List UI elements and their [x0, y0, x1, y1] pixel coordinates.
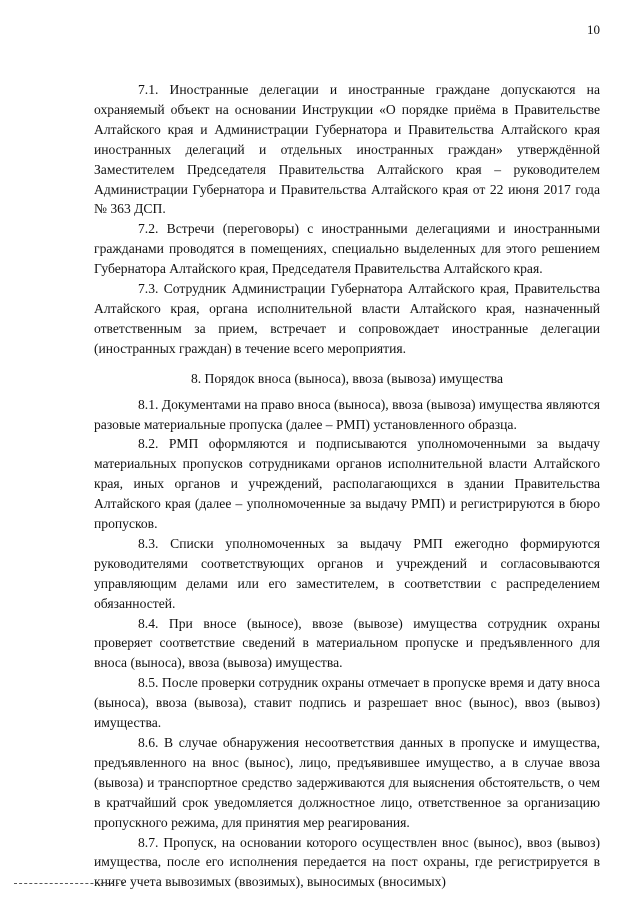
page-number: 10 [587, 22, 600, 37]
footer-divider [14, 883, 124, 884]
paragraph-8-7: 8.7. Пропуск, на основании которого осуществлен внос (вынос), ввоз (вывоз) имущества, после его исполнения передается на пост охраны, где регистрируется в книге учета вывозимых (ввозимых), выносимых (вносимых) [94, 834, 600, 890]
paragraph-8-2: 8.2. РМП оформляются и подписываются уполномоченными за выдачу материальных пропусков сотрудниками органов исполнительной власти Алтайского края, иных органов и учреждений, располагающихся в здании Правительства Алтайского края (далее – уполномоченные за выдачу РМП) и регистрируются в бюро пропусков. [94, 436, 600, 532]
paragraph-7-2: 7.2. Встречи (переговоры) с иностранными делегациями и иностранными гражданами проводятся в помещениях, специально выделенных для этого решением Губернатора Алтайского края, Председателя Правительства Алтайского края. [94, 221, 600, 277]
paragraph-8-1: 8.1. Документами на право вноса (выноса), ввоза (вывоза) имущества являются разовые материальные пропуска (далее – РМП) установленного образца. [94, 396, 600, 432]
paragraph-7-1: 7.1. Иностранные делегации и иностранные граждане допускаются на охраняемый объект на основании Инструкции «О порядке приёма в Правительстве Алтайского края и Администрации Губернатора и Правительства Алтайского края иностранных делегаций и отдельных иностранных граждан» утверждённой Заместителем Председателя Правительства Алтайского края – руководителем Администрации Губернатора и Правительства Алтайского края от 22 июня 2017 года № 363 ДСП. [94, 82, 600, 217]
paragraph-8-3: 8.3. Списки уполномоченных за выдачу РМП ежегодно формируются руководителями соответствующих органов и учреждений и согласовываются управляющим делами или его заместителем, в соответствии с распределением обязанностей. [94, 535, 600, 611]
document-body [94, 80, 600, 892]
paragraph-8-6: 8.6. В случае обнаружения несоответствия данных в пропуске и имущества, предъявленного на внос (вынос), лицо, предъявившее имущество, а в случае ввоза (вывоза) и транспортное средство задерживаются для выяснения обстоятельств, о чем в кратчайший срок уведомляется должностное лицо, ответственное за организацию пропускного режима, для принятия мер реагирования. [94, 735, 600, 830]
paragraph-7-3: 7.3. Сотрудник Администрации Губернатора Алтайского края, Правительства Алтайского края, органа исполнительной власти Алтайского края, назначенный ответственным за прием, встречает и сопровождает иностранные делегации (иностранных граждан) в течение всего мероприятия. [94, 281, 600, 356]
paragraph-8-4: 8.4. При вносе (выносе), ввозе (вывозе) имущества сотрудник охраны проверяет соответствие сведений в материальном пропуске и предъявленного для вноса (выноса), ввоза (вывоза) имущества. [94, 615, 600, 671]
section-heading: 8. Порядок вноса (выноса), ввоза (вывоза) имущества [190, 370, 504, 386]
paragraph-8-5: 8.5. После проверки сотрудник охраны отмечает в пропуске время и дату вноса (выноса), ввоза (вывоза), ставит подпись и разрешает внос (вынос), ввоз (вывоз) имущества. [94, 675, 600, 731]
